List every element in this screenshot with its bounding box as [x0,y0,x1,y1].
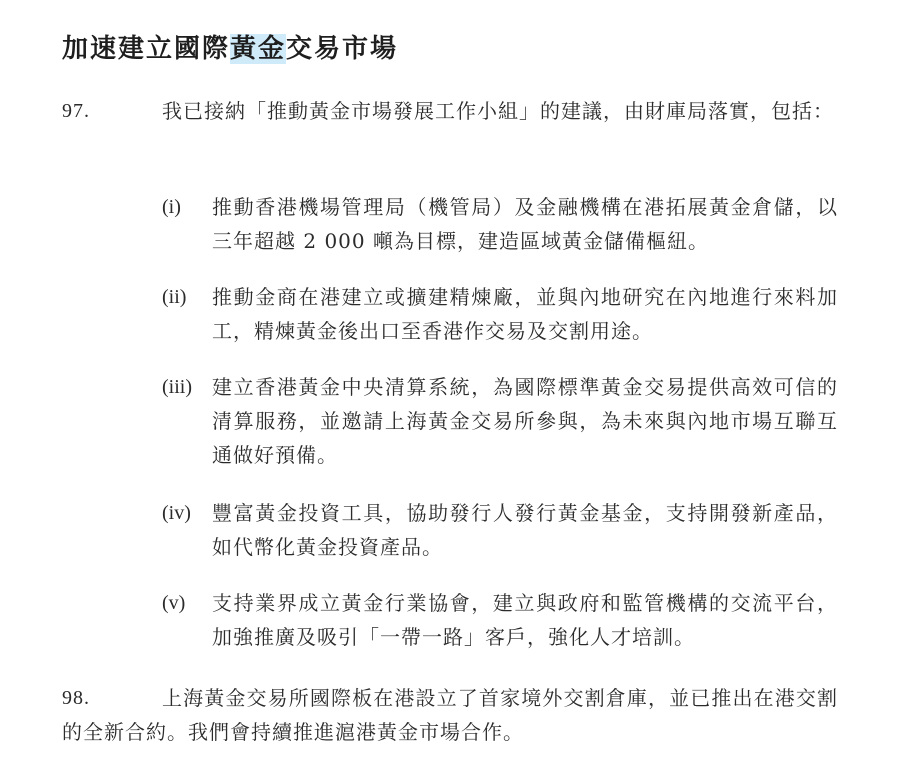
paragraph-97 [62,94,838,128]
list-item-label: (iii) [162,376,192,398]
list-item-label: (v) [162,592,186,614]
list-item-label: (ii) [162,286,187,308]
list-item-text: 支持業界成立黃金行業協會，建立與政府和監管機構的交流平台，加強推廣及吸引「一帶一路」客戶，強化人才培訓。 [212,591,838,649]
list-item-iv [162,496,838,564]
section-heading [62,29,398,69]
list-item-v [162,586,838,654]
list-item-text: 推動金商在港建立或擴建精煉廠，並與內地研究在內地進行來料加工，精煉黃金後出口至香港作交易及交割用途。 [212,285,838,343]
list-item-i [162,190,838,258]
paragraph-98 [62,681,838,749]
list-item-text: 推動香港機場管理局（機管局）及金融機構在港拓展黃金倉儲，以三年超越 2 000 噸為目標，建造區域黃金儲備樞紐。 [212,195,838,253]
paragraph-text: 上海黃金交易所國際板在港設立了首家境外交割倉庫，並已推出在港交割的全新合約。我們會持續推進滬港黃金市場合作。 [62,686,838,744]
list-item-iii [162,370,838,472]
list-item-label: (iv) [162,502,191,524]
heading-prefix: 加速建立國際 [62,34,231,64]
paragraph-number: 97. [62,100,90,122]
paragraph-text: 我已接納「推動黃金市場發展工作小組」的建議，由財庫局落實，包括： [162,99,834,123]
list-item-text: 建立香港黃金中央清算系統，為國際標準黃金交易提供高效可信的清算服務，並邀請上海黃金交易所參與，為未來與內地市場互聯互通做好預備。 [212,375,838,467]
heading-suffix: 交易市場 [286,34,399,64]
paragraph-number: 98. [62,687,90,709]
list-item-ii [162,280,838,348]
list-item-text: 豐富黃金投資工具，協助發行人發行黃金基金，支持開發新產品，如代幣化黃金投資產品。 [212,501,838,559]
heading-highlight: 黃金 [230,34,287,64]
list-item-label: (i) [162,196,181,218]
